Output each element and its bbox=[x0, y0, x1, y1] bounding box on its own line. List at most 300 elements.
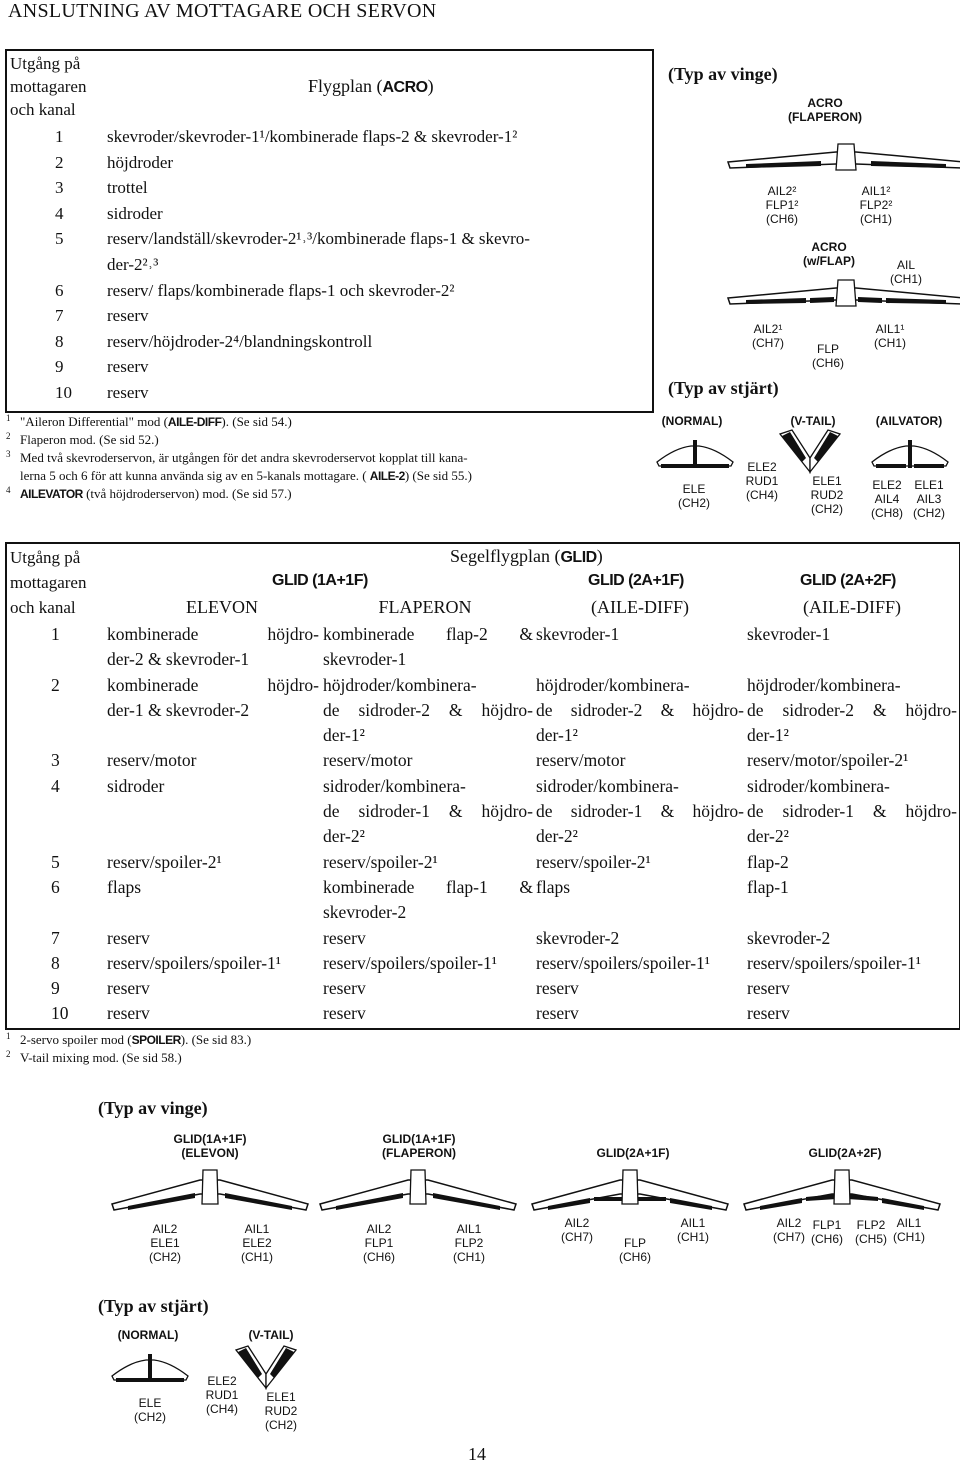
channel-number: 4 bbox=[55, 203, 64, 223]
cell-line: höjdroder/kombinera- bbox=[747, 674, 901, 695]
g4-title: GLID(2A+2F) bbox=[808, 1146, 882, 1160]
g4-flp2-label bbox=[850, 1218, 892, 1246]
label-line: (CH1) bbox=[890, 272, 922, 286]
glid-col1-code: GLID (1A+1F) bbox=[272, 572, 368, 589]
footnote bbox=[6, 467, 646, 485]
glid-col2-sub: FLAPERON bbox=[378, 597, 472, 617]
cell-line: reserv/spoiler-2¹ bbox=[107, 851, 222, 872]
row-function-line: reserv bbox=[107, 357, 149, 377]
label-line: (CH1) bbox=[241, 1250, 273, 1264]
table-cell bbox=[107, 951, 319, 976]
page-title: ANSLUTNING AV MOTTAGARE OCH SERVON bbox=[8, 0, 437, 22]
label-line: AIL4 bbox=[874, 492, 900, 506]
acro-rows bbox=[7, 124, 647, 406]
cell-line: de sidroder-2 & höjdro- bbox=[747, 699, 957, 720]
table-cell bbox=[536, 976, 744, 1001]
row-function bbox=[107, 380, 149, 406]
table-cell bbox=[536, 850, 744, 875]
glid-col1-sub: ELEVON bbox=[186, 597, 258, 617]
footnote-text: ) (Se sid 55.) bbox=[404, 468, 472, 483]
cell-line: reserv bbox=[107, 927, 150, 948]
cell-line: de sidroder-1 & höjdro- bbox=[536, 801, 744, 822]
table-cell bbox=[323, 774, 533, 850]
col-header-line: och kanal bbox=[10, 598, 76, 617]
glid-col-header bbox=[10, 545, 86, 620]
label-line: ELE1 bbox=[812, 474, 842, 488]
label-line: (CH6) bbox=[619, 1250, 651, 1264]
page-number: 14 bbox=[468, 1444, 486, 1464]
cell-line: reserv bbox=[323, 1003, 366, 1024]
row-function-line: reserv/landställ/skevroder-2¹˒³/kombinerade flaps-1 & skevro- bbox=[107, 229, 530, 249]
glid-notes bbox=[6, 1031, 646, 1067]
glider-elevon-wing-diagram bbox=[110, 1170, 310, 1220]
cell-line: flap-1 bbox=[747, 876, 789, 897]
footnote-number: 2 bbox=[6, 1049, 11, 1059]
table-row bbox=[7, 278, 647, 304]
cell-line: skevroder-2 bbox=[323, 902, 407, 923]
footnote-text: "Aileron Differential" mod ( bbox=[20, 414, 168, 429]
col-header-line: mottagaren bbox=[10, 77, 87, 96]
bottom-vtail-left-label bbox=[200, 1374, 244, 1416]
row-function bbox=[107, 329, 372, 355]
g3-left-label bbox=[552, 1216, 602, 1244]
table-row bbox=[7, 380, 647, 406]
table-row bbox=[7, 1001, 957, 1026]
footnote-number: 1 bbox=[6, 413, 11, 423]
label-line: (CH7) bbox=[773, 1230, 805, 1244]
table-cell bbox=[323, 622, 533, 673]
glid-title-prefix: Segelflygplan ( bbox=[450, 546, 561, 566]
row-function-line: der-2²˒³ bbox=[107, 254, 159, 274]
table-row bbox=[7, 201, 647, 227]
glid-title-code: GLID bbox=[560, 549, 597, 566]
label-line: ELE2 bbox=[207, 1374, 237, 1388]
cell-line: reserv bbox=[747, 978, 790, 999]
acro-wflap-left-label bbox=[740, 322, 796, 350]
footnote bbox=[6, 413, 646, 431]
label-line: (CH1) bbox=[893, 1230, 925, 1244]
channel-number: 7 bbox=[51, 927, 60, 948]
row-function bbox=[107, 226, 530, 277]
label-line: (CH7) bbox=[561, 1230, 593, 1244]
label-line: ACRO bbox=[811, 240, 847, 254]
channel-number: 6 bbox=[55, 280, 64, 300]
tail-ailvator-title: (AILVATOR) bbox=[875, 414, 943, 428]
channel-number: 1 bbox=[55, 127, 64, 146]
label-line: (CH2) bbox=[134, 1410, 166, 1424]
table-row bbox=[7, 875, 957, 926]
bottom-normal-ele-label bbox=[122, 1396, 178, 1424]
row-function-line: skevroder/skevroder-1¹/kombinerade flaps-2 & skevroder-1² bbox=[107, 127, 518, 146]
label-line: (CH6) bbox=[812, 356, 844, 370]
table-row bbox=[7, 748, 957, 773]
cell-line: reserv bbox=[323, 927, 366, 948]
label-line: (CH6) bbox=[766, 212, 798, 226]
table-cell bbox=[107, 976, 319, 1001]
cell-line: der-2 & skevroder-1 bbox=[107, 649, 250, 670]
label-line: GLID(1A+1F) bbox=[382, 1132, 456, 1146]
cell-line: reserv bbox=[107, 978, 150, 999]
footnote-text: 2-servo spoiler mod ( bbox=[20, 1032, 132, 1047]
table-cell bbox=[323, 673, 533, 749]
cell-line: de sidroder-2 & höjdro- bbox=[323, 699, 533, 720]
cell-line: sidroder/kombinera- bbox=[747, 775, 890, 796]
acro-flaperon-right-label bbox=[846, 184, 906, 226]
cell-line: sidroder/kombinera- bbox=[536, 775, 679, 796]
cell-line: reserv/spoiler-2¹ bbox=[536, 851, 651, 872]
label-line: ELE1 bbox=[266, 1390, 296, 1404]
label-line: GLID(1A+1F) bbox=[173, 1132, 247, 1146]
channel-number: 9 bbox=[51, 978, 60, 999]
channel-number: 9 bbox=[55, 357, 64, 377]
cell-line: reserv bbox=[107, 1003, 150, 1024]
label-line: FLP1² bbox=[765, 198, 799, 212]
label-line: AIL2 bbox=[776, 1216, 802, 1230]
label-line: (CH5) bbox=[855, 1232, 887, 1246]
row-function-line: reserv bbox=[107, 306, 149, 326]
label-line: (CH6) bbox=[363, 1250, 395, 1264]
plane-header-prefix: Flygplan ( bbox=[308, 76, 383, 96]
label-line: (CH1) bbox=[874, 336, 906, 350]
table-cell bbox=[107, 748, 319, 773]
cell-line: de sidroder-1 & höjdro- bbox=[323, 801, 533, 822]
table-cell bbox=[323, 951, 533, 976]
label-line: AIL1 bbox=[896, 1216, 922, 1230]
label-line: AIL1 bbox=[680, 1216, 706, 1230]
glider-flaperon-wing-diagram bbox=[318, 1170, 518, 1220]
channel-number: 7 bbox=[55, 306, 64, 326]
label-line: (CH1) bbox=[677, 1230, 709, 1244]
table-row bbox=[7, 124, 647, 150]
footnote bbox=[6, 431, 646, 449]
glid-col4-sub: (AILE-DIFF) bbox=[803, 597, 901, 617]
g3-mid-label bbox=[610, 1236, 660, 1264]
table-cell bbox=[107, 850, 319, 875]
cell-line: reserv bbox=[536, 1003, 579, 1024]
g3-title: GLID(2A+1F) bbox=[596, 1146, 670, 1160]
channel-number: 3 bbox=[51, 750, 60, 771]
footnote-text: lerna 5 och 6 för att kunna använda sig av en 5-kanals mottagare. ( bbox=[20, 468, 370, 483]
label-line: FLP2² bbox=[859, 198, 893, 212]
cell-line: reserv/motor/spoiler-2¹ bbox=[747, 750, 909, 771]
row-function bbox=[107, 354, 149, 380]
cell-line: de sidroder-2 & höjdro- bbox=[536, 699, 744, 720]
plane-header-code: ACRO bbox=[382, 79, 428, 96]
table-row bbox=[7, 926, 957, 951]
cell-line: der-1² bbox=[747, 725, 789, 746]
cell-line: der-2² bbox=[747, 826, 789, 847]
table-cell bbox=[323, 875, 533, 926]
cell-line: flap-2 bbox=[747, 851, 789, 872]
acro-wflap-flp-label bbox=[800, 342, 856, 370]
bottom-vtail-right-label bbox=[256, 1390, 306, 1432]
footnote-number: 1 bbox=[6, 1031, 11, 1041]
cell-line: der-1² bbox=[536, 725, 578, 746]
label-line: RUD2 bbox=[810, 488, 844, 502]
footnote-text: V-tail mixing mod. (Se sid 58.) bbox=[20, 1050, 182, 1065]
cell-line: reserv/motor bbox=[323, 750, 413, 771]
table-row bbox=[7, 175, 647, 201]
label-line: (FLAPERON) bbox=[788, 110, 862, 124]
glider-2a1f-wing-diagram bbox=[530, 1170, 730, 1220]
channel-number: 2 bbox=[51, 674, 60, 695]
label-line: AIL2¹ bbox=[753, 322, 783, 336]
acro-wflap-wing-diagram bbox=[726, 276, 960, 316]
cell-line: skevroder-2 bbox=[536, 927, 620, 948]
table-cell bbox=[747, 1001, 957, 1026]
footnote-code: AILE-2 bbox=[369, 469, 405, 483]
label-line: FLP1 bbox=[364, 1236, 394, 1250]
label-line: RUD1 bbox=[205, 1388, 239, 1402]
table-cell bbox=[536, 774, 744, 850]
table-cell bbox=[323, 748, 533, 773]
row-function-line: trottel bbox=[107, 178, 148, 198]
normal-tail-ele-label bbox=[666, 482, 722, 510]
label-line: AIL3 bbox=[916, 492, 942, 506]
table-cell bbox=[747, 622, 957, 647]
table-cell bbox=[747, 774, 957, 850]
cell-line: reserv/spoilers/spoiler-1¹ bbox=[323, 952, 498, 973]
label-line: (CH1) bbox=[453, 1250, 485, 1264]
row-function bbox=[107, 150, 173, 176]
label-line: (FLAPERON) bbox=[382, 1146, 456, 1160]
label-line: FLP1 bbox=[812, 1218, 842, 1232]
acro-flaperon-wing-diagram bbox=[726, 140, 960, 180]
tail-type-title: (Typ av stjärt) bbox=[668, 378, 779, 398]
cell-line: reserv/spoilers/spoiler-1¹ bbox=[107, 952, 282, 973]
row-function bbox=[107, 278, 454, 304]
footnote bbox=[6, 449, 646, 467]
table-cell bbox=[107, 926, 319, 951]
table-row bbox=[7, 774, 957, 850]
vtail-diagram bbox=[770, 428, 850, 478]
ailvator-left-label bbox=[866, 478, 908, 520]
cell-line: reserv bbox=[323, 978, 366, 999]
cell-line: der-2² bbox=[536, 826, 578, 847]
acro-col-header bbox=[10, 52, 86, 121]
table-cell bbox=[536, 875, 744, 900]
glider-2a2f-wing-diagram bbox=[742, 1170, 942, 1220]
cell-line: reserv bbox=[747, 1003, 790, 1024]
label-line: FLP bbox=[816, 342, 839, 356]
table-cell bbox=[536, 926, 744, 951]
footnote-text: ). (Se sid 54.) bbox=[221, 414, 292, 429]
label-line: AIL2² bbox=[767, 184, 797, 198]
label-line: (ELEVON) bbox=[181, 1146, 239, 1160]
label-line: ACRO bbox=[807, 96, 843, 110]
cell-line: reserv/spoilers/spoiler-1¹ bbox=[747, 952, 922, 973]
label-line: (CH7) bbox=[752, 336, 784, 350]
col-header-line: och kanal bbox=[10, 100, 76, 119]
label-line: AIL2 bbox=[564, 1216, 590, 1230]
cell-line: flaps bbox=[107, 876, 142, 897]
row-function-line: reserv/höjdroder-2⁴/blandningskontroll bbox=[107, 331, 373, 351]
g4-right-label bbox=[888, 1216, 930, 1244]
bottom-tail-type-title: (Typ av stjärt) bbox=[98, 1296, 209, 1316]
row-function-line: höjdroder bbox=[107, 152, 174, 172]
footnote-code: AILEVATOR bbox=[20, 487, 83, 501]
footnote bbox=[6, 1049, 646, 1067]
label-line: (CH2) bbox=[913, 506, 945, 520]
g1-right-label bbox=[232, 1222, 282, 1264]
glid-title-suffix: ) bbox=[596, 546, 603, 566]
table-row bbox=[7, 850, 957, 875]
label-line: AIL1 bbox=[244, 1222, 270, 1236]
g3-right-label bbox=[668, 1216, 718, 1244]
cell-line: kombinerade höjdro- bbox=[107, 624, 319, 644]
channel-number: 2 bbox=[55, 152, 64, 172]
tail-normal-title: (NORMAL) bbox=[661, 414, 723, 428]
table-row bbox=[7, 226, 647, 277]
glid-col4-code: GLID (2A+2F) bbox=[800, 572, 896, 589]
footnote-text: ). (Se sid 83.) bbox=[180, 1032, 252, 1047]
label-line: (CH1) bbox=[860, 212, 892, 226]
label-line: AIL2 bbox=[366, 1222, 392, 1236]
cell-line: der-1² bbox=[323, 725, 365, 746]
cell-line: sidroder/kombinera- bbox=[323, 775, 466, 796]
channel-number: 4 bbox=[51, 775, 60, 796]
footnote-text: Flaperon mod. (Se sid 52.) bbox=[20, 432, 159, 447]
table-cell bbox=[747, 850, 957, 875]
label-line: ELE2 bbox=[242, 1236, 272, 1250]
label-line: (CH4) bbox=[206, 1402, 238, 1416]
ailvator-tail-diagram bbox=[870, 440, 950, 470]
cell-line: höjdroder/kombinera- bbox=[536, 674, 690, 695]
vtail-right-label bbox=[802, 474, 852, 516]
label-line: ELE1 bbox=[914, 478, 944, 492]
label-line: (CH2) bbox=[149, 1250, 181, 1264]
footnote-code: SPOILER bbox=[131, 1033, 181, 1047]
label-line: FLP2 bbox=[856, 1218, 886, 1232]
table-cell bbox=[323, 1001, 533, 1026]
channel-number: 5 bbox=[51, 851, 60, 872]
table-cell bbox=[536, 748, 744, 773]
bottom-tail-normal-title: (NORMAL) bbox=[117, 1328, 179, 1342]
table-row bbox=[7, 150, 647, 176]
table-cell bbox=[747, 673, 957, 749]
row-function bbox=[107, 201, 163, 227]
label-line: AIL2 bbox=[152, 1222, 178, 1236]
cell-line: reserv/motor bbox=[107, 750, 197, 771]
label-line: RUD1 bbox=[745, 474, 779, 488]
table-cell bbox=[107, 875, 319, 900]
glid-col3-code: GLID (2A+1F) bbox=[588, 572, 684, 589]
table-cell bbox=[107, 774, 319, 799]
col-header-line: Utgång på bbox=[10, 548, 81, 567]
table-cell bbox=[747, 976, 957, 1001]
cell-line: der-2² bbox=[323, 826, 365, 847]
row-function bbox=[107, 124, 517, 150]
cell-line: skevroder-1 bbox=[323, 649, 407, 670]
table-cell bbox=[536, 951, 744, 976]
label-line: FLP bbox=[623, 1236, 646, 1250]
table-cell bbox=[323, 976, 533, 1001]
cell-line: reserv bbox=[536, 978, 579, 999]
label-line: (CH2) bbox=[811, 502, 843, 516]
table-cell bbox=[107, 673, 319, 724]
label-line: AIL1¹ bbox=[875, 322, 905, 336]
label-line: (CH4) bbox=[746, 488, 778, 502]
cell-line: sidroder bbox=[107, 775, 165, 796]
footnote-text: (två höjdroderservon) mod. (Se sid 57.) bbox=[82, 486, 292, 501]
g2-left-label bbox=[354, 1222, 404, 1264]
label-line: AIL bbox=[896, 258, 915, 272]
label-line: (CH2) bbox=[678, 496, 710, 510]
footnote-code: AILE-DIFF bbox=[167, 415, 222, 429]
label-line: ELE bbox=[138, 1396, 162, 1410]
table-cell bbox=[747, 926, 957, 951]
footnote bbox=[6, 1031, 646, 1049]
acro-plane-header bbox=[308, 76, 434, 97]
channel-number: 8 bbox=[55, 331, 64, 351]
cell-line: reserv/spoiler-2¹ bbox=[323, 851, 438, 872]
footnote-number: 3 bbox=[6, 449, 11, 459]
channel-number: 5 bbox=[55, 229, 64, 249]
row-function-line: reserv/ flaps/kombinerade flaps-1 och skevroder-2² bbox=[107, 280, 455, 300]
glid-title bbox=[450, 546, 603, 567]
table-cell bbox=[323, 850, 533, 875]
row-function-line: reserv bbox=[107, 382, 149, 402]
footnote bbox=[6, 485, 646, 503]
col-header-line: mottagaren bbox=[10, 573, 87, 592]
table-cell bbox=[536, 1001, 744, 1026]
table-row bbox=[7, 673, 957, 749]
table-cell bbox=[536, 622, 744, 647]
bottom-normal-tail-diagram bbox=[110, 1354, 190, 1384]
tail-vtail-title: (V-TAIL) bbox=[790, 414, 836, 428]
label-line: FLP2 bbox=[454, 1236, 484, 1250]
cell-line: reserv/spoilers/spoiler-1¹ bbox=[536, 952, 711, 973]
cell-line: skevroder-1 bbox=[747, 624, 831, 644]
acro-flaperon-left-label bbox=[752, 184, 812, 226]
channel-number: 3 bbox=[55, 178, 64, 198]
row-function-line: sidroder bbox=[107, 203, 163, 223]
bottom-tail-vtail-title: (V-TAIL) bbox=[248, 1328, 294, 1342]
table-row bbox=[7, 354, 647, 380]
footnote-text: Med två skevroderservon, är utgången för det andra skevroderservot kopplat till kana- bbox=[20, 450, 468, 465]
wing-type-title: (Typ av vinge) bbox=[668, 64, 778, 84]
table-cell bbox=[747, 875, 957, 900]
row-function bbox=[107, 303, 149, 329]
label-line: ELE1 bbox=[150, 1236, 180, 1250]
channel-number: 1 bbox=[51, 624, 60, 644]
cell-line: reserv/motor bbox=[536, 750, 626, 771]
table-row bbox=[7, 976, 957, 1001]
g4-flp1-label bbox=[806, 1218, 848, 1246]
cell-line: skevroder-1 bbox=[536, 624, 620, 644]
label-line: AIL1² bbox=[861, 184, 891, 198]
table-row bbox=[7, 329, 647, 355]
table-cell bbox=[107, 622, 319, 673]
channel-number: 10 bbox=[55, 382, 72, 402]
table-cell bbox=[323, 926, 533, 951]
cell-line: de sidroder-1 & höjdro- bbox=[747, 801, 957, 822]
normal-tail-diagram bbox=[655, 440, 735, 470]
acro-wflap-title bbox=[784, 240, 874, 268]
table-cell bbox=[747, 748, 957, 773]
label-line: (CH2) bbox=[265, 1418, 297, 1432]
g1-left-label bbox=[140, 1222, 190, 1264]
col-header-line: Utgång på bbox=[10, 54, 81, 73]
ailvator-right-label bbox=[908, 478, 950, 520]
acro-wflap-right-label bbox=[862, 322, 918, 350]
cell-line: kombinerade flap-1 & bbox=[323, 876, 533, 897]
bottom-wing-type-title: (Typ av vinge) bbox=[98, 1098, 208, 1118]
acro-flaperon-title bbox=[760, 96, 890, 124]
channel-number: 6 bbox=[51, 876, 60, 897]
table-cell bbox=[747, 951, 957, 976]
cell-line: höjdroder/kombinera- bbox=[323, 674, 477, 695]
